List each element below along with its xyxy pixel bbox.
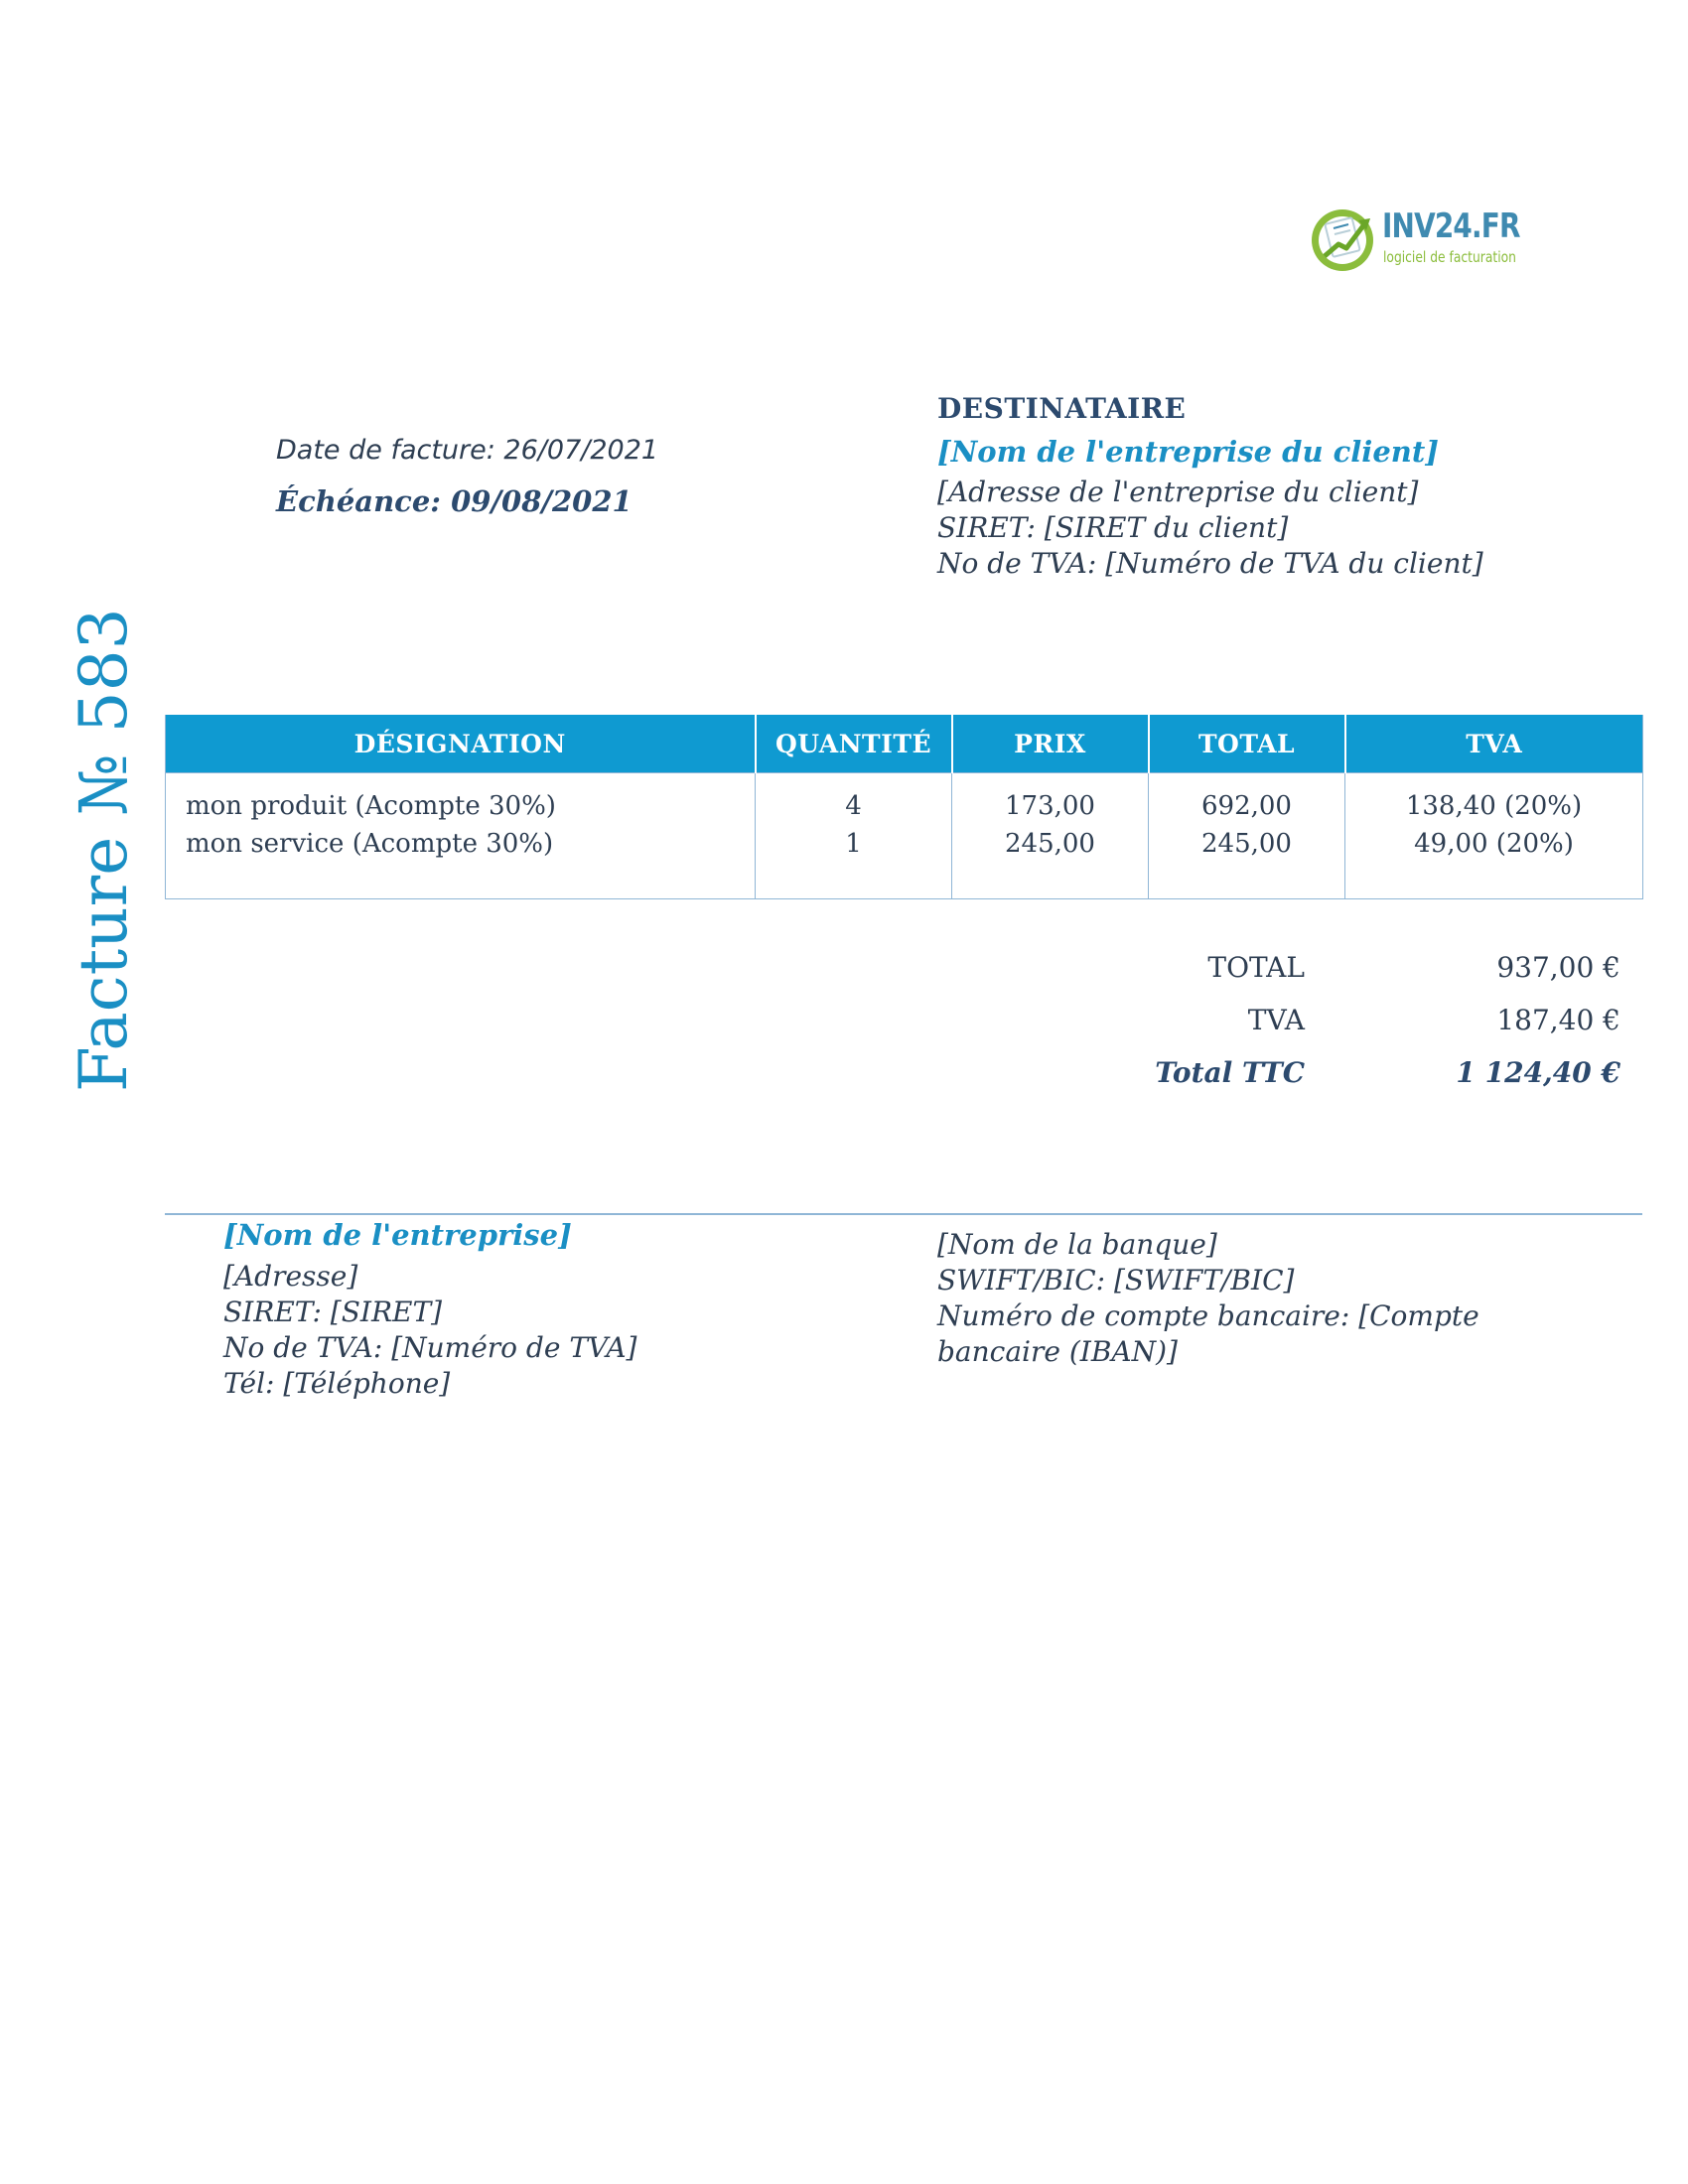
vat-total-row xyxy=(1092,1004,1628,1056)
row-2-designation: mon service (Acompte 30%) xyxy=(186,829,554,859)
row-2-quantity: 1 xyxy=(845,829,862,859)
grand-total-row xyxy=(1092,1056,1628,1109)
invoice-title: Facture № 583 xyxy=(66,608,142,1092)
recipient-company: [Nom de l'entreprise du client] xyxy=(937,435,1439,469)
grand-total-label: Total TTC xyxy=(1155,1056,1305,1089)
total-row xyxy=(1092,951,1628,1004)
totals-block xyxy=(1092,951,1628,1109)
items-table xyxy=(165,715,1643,899)
quantity-cell xyxy=(756,773,952,899)
header-quantity: QUANTITÉ xyxy=(756,715,952,773)
row-1-price: 173,00 xyxy=(1005,791,1095,821)
logo-name: INV24.FR xyxy=(1382,206,1520,246)
row-1-total: 692,00 xyxy=(1201,791,1292,821)
bank-block xyxy=(937,1227,1573,1370)
bank-name: [Nom de la banque] xyxy=(937,1228,1217,1261)
company-phone: Tél: [Téléphone] xyxy=(223,1367,451,1400)
total-label: TOTAL xyxy=(1207,951,1305,984)
row-1-vat: 138,40 (20%) xyxy=(1405,791,1583,821)
vat-total-label: TVA xyxy=(1247,1004,1305,1036)
vat-cell xyxy=(1345,773,1643,899)
header-price: PRIX xyxy=(952,715,1149,773)
grand-total-value: 1 124,40 € xyxy=(1456,1056,1620,1089)
invoice-date: Date de facture: 26/07/2021 xyxy=(276,435,659,466)
recipient-address: [Adresse de l'entreprise du client] xyxy=(937,476,1419,508)
total-value: 937,00 € xyxy=(1496,951,1620,984)
company-name: [Nom de l'entreprise] xyxy=(223,1218,572,1252)
table-row xyxy=(166,773,1643,899)
designation-cell xyxy=(166,773,756,899)
table-header-row xyxy=(166,715,1643,773)
invoice-due-date: Échéance: 09/08/2021 xyxy=(276,484,633,518)
header-total: TOTAL xyxy=(1149,715,1345,773)
total-cell xyxy=(1149,773,1345,899)
recipient-vat: No de TVA: [Numéro de TVA du client] xyxy=(937,547,1483,580)
recipient-heading: DESTINATAIRE xyxy=(937,392,1187,425)
brand-logo xyxy=(1309,203,1527,272)
header-vat: TVA xyxy=(1345,715,1643,773)
row-1-designation: mon produit (Acompte 30%) xyxy=(186,791,556,821)
row-2-total: 245,00 xyxy=(1201,829,1292,859)
company-address: [Adresse] xyxy=(223,1260,358,1293)
recipient-siret: SIRET: [SIRET du client] xyxy=(937,511,1289,544)
row-2-vat: 49,00 (20%) xyxy=(1414,829,1574,859)
row-1-quantity: 4 xyxy=(845,791,862,821)
bank-swift: SWIFT/BIC: [SWIFT/BIC] xyxy=(937,1264,1295,1297)
company-block xyxy=(223,1213,839,1402)
recipient-block xyxy=(937,389,1632,582)
logo-tagline: logiciel de facturation xyxy=(1383,248,1516,266)
vat-total-value: 187,40 € xyxy=(1496,1004,1620,1036)
invoice-chart-logo-icon xyxy=(1309,206,1376,274)
company-siret: SIRET: [SIRET] xyxy=(223,1296,443,1328)
company-vat: No de TVA: [Numéro de TVA] xyxy=(223,1331,637,1364)
header-designation: DÉSIGNATION xyxy=(166,715,756,773)
price-cell xyxy=(952,773,1149,899)
bank-account: Numéro de compte bancaire: [Compte bancaire (IBAN)] xyxy=(937,1299,1479,1368)
row-2-price: 245,00 xyxy=(1005,829,1095,859)
